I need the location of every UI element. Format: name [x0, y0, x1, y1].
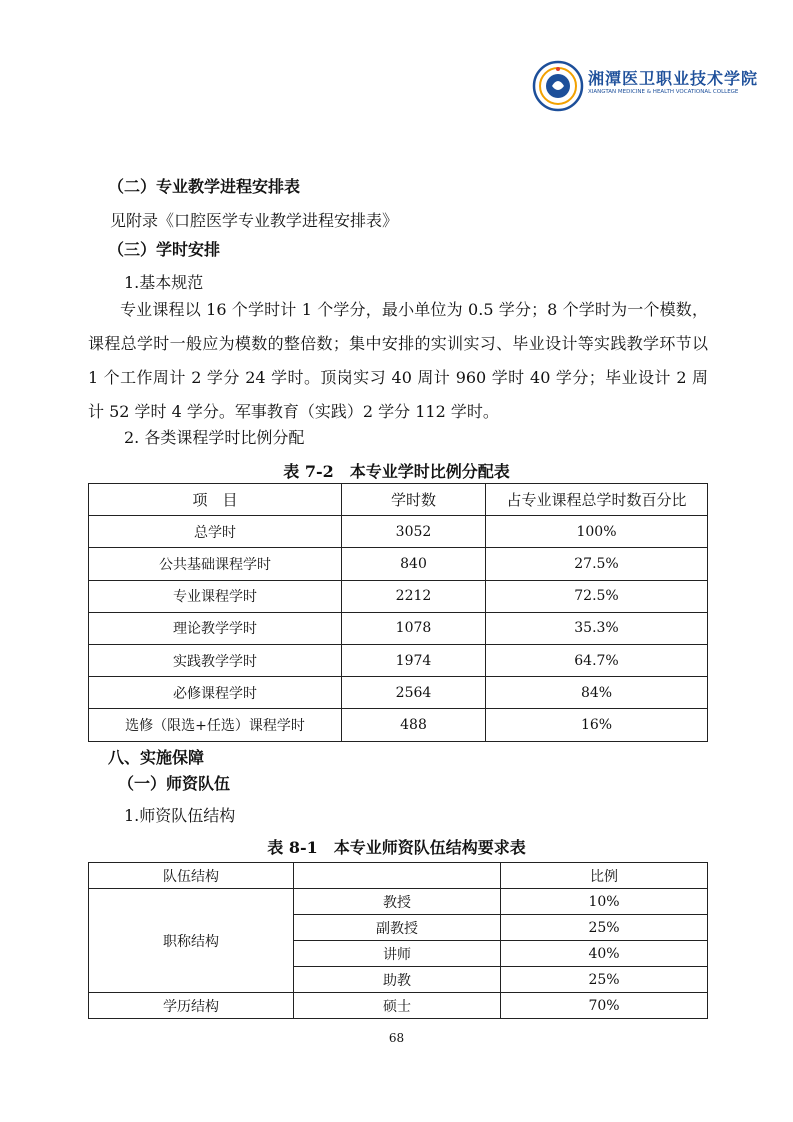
row-hours: 2564: [342, 677, 486, 709]
table-header-row: [89, 863, 708, 889]
row-ratio: 10%: [501, 889, 708, 915]
appendix-reference: 见附录《口腔医学专业教学进程安排表》: [110, 211, 399, 230]
logo-chinese-name: 湘潭医卫职业技术学院: [588, 69, 759, 88]
faculty-structure-table: [88, 862, 708, 1019]
row-percent: 84%: [486, 677, 708, 709]
section-heading-teaching-schedule: （二）专业教学进程安排表: [108, 177, 301, 196]
section-heading-faculty: （一）师资队伍: [118, 774, 231, 793]
row-label: 选修（限选+任选）课程学时: [89, 709, 342, 741]
header-hours: 学时数: [342, 484, 486, 516]
row-label: 实践教学学时: [89, 644, 342, 676]
table-row: [89, 889, 708, 915]
group-education-structure: 学历结构: [89, 993, 294, 1019]
subheading-faculty-structure: 1.师资队伍结构: [124, 806, 236, 825]
group-title-structure: 职称结构: [89, 889, 294, 993]
college-logo: [532, 60, 759, 112]
section-heading-implementation: 八、实施保障: [108, 748, 205, 767]
row-hours: 1974: [342, 644, 486, 676]
row-category: 副教授: [294, 915, 501, 941]
row-ratio: 25%: [501, 967, 708, 993]
row-category: 讲师: [294, 941, 501, 967]
row-category: 硕士: [294, 993, 501, 1019]
table-row: [89, 993, 708, 1019]
section-heading-hours: （三）学时安排: [108, 240, 221, 259]
table-row: [89, 516, 708, 548]
row-label: 理论教学学时: [89, 612, 342, 644]
logo-english-name: XIANGTAN MEDICINE & HEALTH VOCATIONAL COLLEGE: [588, 89, 739, 95]
row-category: 助教: [294, 967, 501, 993]
row-label: 必修课程学时: [89, 677, 342, 709]
row-hours: 840: [342, 548, 486, 580]
row-percent: 100%: [486, 516, 708, 548]
row-label: 专业课程学时: [89, 580, 342, 612]
row-percent: 64.7%: [486, 644, 708, 676]
table-row: [89, 677, 708, 709]
row-ratio: 40%: [501, 941, 708, 967]
subheading-basic-norms: 1.基本规范: [124, 273, 204, 292]
row-category: 教授: [294, 889, 501, 915]
header-category: [294, 863, 501, 889]
row-percent: 16%: [486, 709, 708, 741]
row-hours: 488: [342, 709, 486, 741]
header-structure: 队伍结构: [89, 863, 294, 889]
page-number: 68: [388, 1031, 405, 1045]
hours-ratio-table: [88, 483, 708, 742]
header-item: 项 目: [89, 484, 342, 516]
table-8-1-caption: 表 8-1 本专业师资队伍结构要求表: [267, 838, 526, 857]
table-row: [89, 612, 708, 644]
table-row: [89, 644, 708, 676]
subheading-hour-ratio: 2. 各类课程学时比例分配: [124, 428, 305, 447]
row-percent: 35.3%: [486, 612, 708, 644]
row-ratio: 25%: [501, 915, 708, 941]
table-row: [89, 709, 708, 741]
row-hours: 1078: [342, 612, 486, 644]
row-percent: 72.5%: [486, 580, 708, 612]
table-row: [89, 580, 708, 612]
row-label: 总学时: [89, 516, 342, 548]
college-emblem-icon: [532, 60, 584, 112]
table-row: [89, 548, 708, 580]
norms-paragraph: 专业课程以 16 个学时计 1 个学分，最小单位为 0.5 学分；8 个学时为一个模数，课程总学时一般应为模数的整倍数；集中安排的实训实习、毕业设计等实践教学环节以 1 个工作周计 2 学分 24 学时。顶岗实习 40 周计 960 学时 40 学分；毕业设计 2 周计 52 学时 4 学分。军事教育（实践）2 学分 112 学时。: [88, 300, 708, 421]
row-hours: 3052: [342, 516, 486, 548]
header-percentage: 占专业课程总学时数百分比: [486, 484, 708, 516]
table-header-row: [89, 484, 708, 516]
header-ratio: 比例: [501, 863, 708, 889]
row-label: 公共基础课程学时: [89, 548, 342, 580]
row-hours: 2212: [342, 580, 486, 612]
row-percent: 27.5%: [486, 548, 708, 580]
table-7-2-caption: 表 7-2 本专业学时比例分配表: [283, 462, 510, 481]
row-ratio: 70%: [501, 993, 708, 1019]
